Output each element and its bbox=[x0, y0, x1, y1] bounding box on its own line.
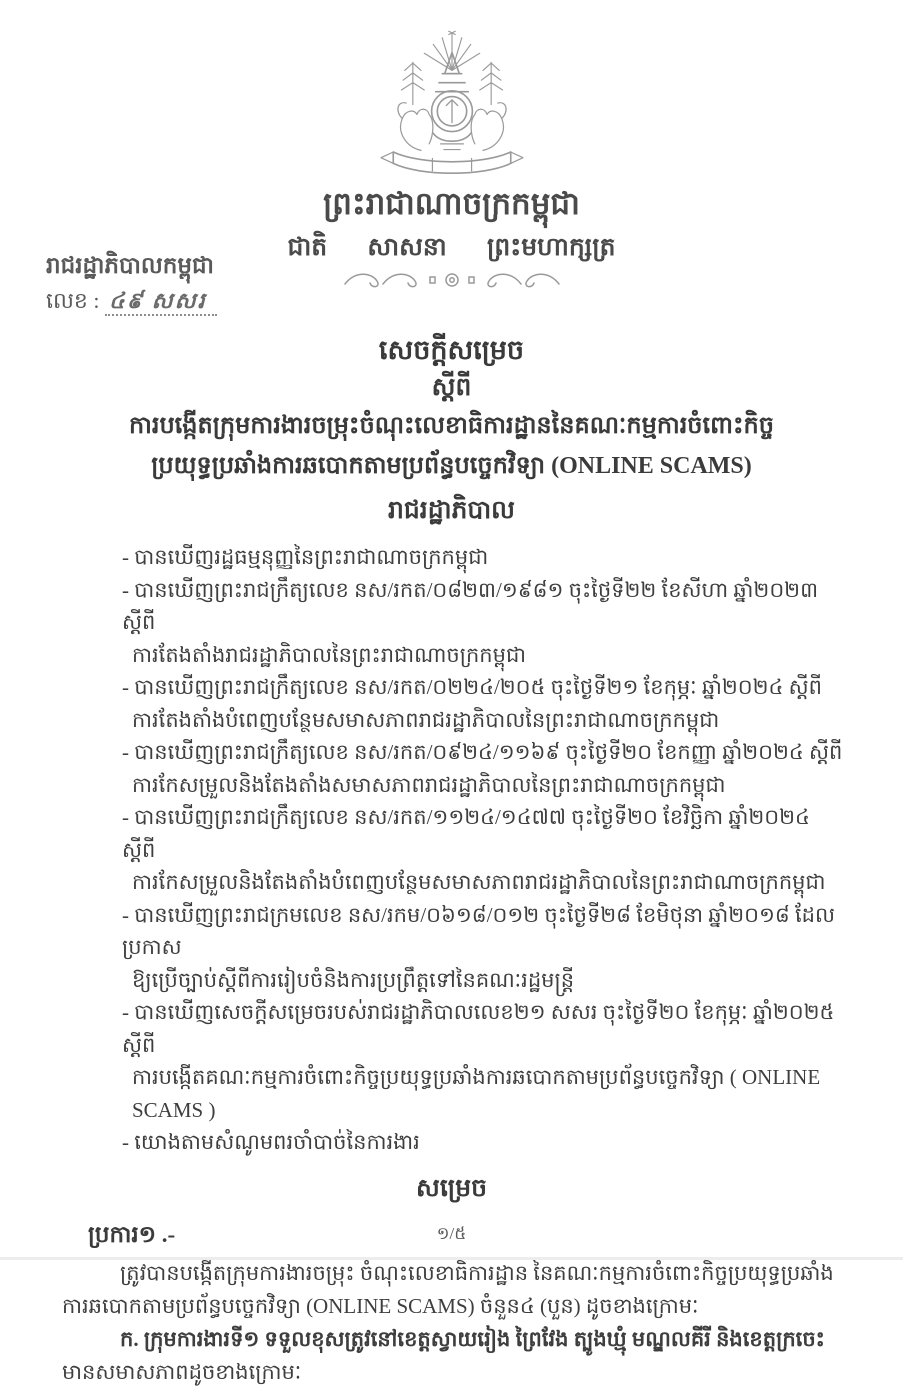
article-paragraph-line-2: ការឆបោកតាមប្រព័ន្ធបច្ចេកវិទ្យា (ONLINE SCAMS) ចំនួន៤ (បួន) ដូចខាងក្រោមៈ bbox=[62, 1293, 699, 1318]
emblem-wrap bbox=[0, 0, 903, 183]
subject-line-2: ប្រយុទ្ធប្រឆាំងការឆបោកតាមប្រព័ន្ធបច្ចេកវិទ្យា (ONLINE SCAMS) bbox=[151, 453, 752, 479]
scroll-flourish-icon bbox=[337, 269, 567, 291]
preamble-line: - បានឃើញរដ្ឋធម្មនុញ្ញនៃព្រះរាជាណាចក្រកម្ពុជា bbox=[122, 545, 489, 569]
article-1-label: ប្រការ១ .- bbox=[88, 1221, 176, 1247]
preamble-line: - បានឃើញព្រះរាជក្រឹត្យលេខ នស/រកត/០២២៤/២០៥ ចុះថ្ងៃទី២១ ខែកុម្ភៈ ឆ្នាំ២០២៤ ស្តីពី bbox=[122, 675, 822, 699]
preamble-line-continuation: ការកែសម្រួលនិងតែងតាំងសមាសភាពរាជរដ្ឋាភិបាលនៃព្រះរាជាណាចក្រកម្ពុជា bbox=[132, 772, 726, 797]
preamble-line: - បានឃើញព្រះរាជក្រឹត្យលេខ នស/រកត/០៩២៤/១១៦៩ ចុះថ្ងៃទី២០ ខែកញ្ញា ឆ្នាំ២០២៤ ស្តីពី bbox=[122, 740, 843, 764]
kingdom-title: ព្រះរាជាណាចក្រកម្ពុជា bbox=[323, 186, 580, 221]
preamble-line-continuation: ការកែសម្រួលនិងតែងតាំងបំពេញបន្ថែមសមាសភាពរាជរដ្ឋាភិបាលនៃព្រះរាជាណាចក្រកម្ពុជា bbox=[132, 870, 826, 894]
doc-type-title: សេចក្តីសម្រេច bbox=[378, 335, 525, 365]
group-ka-line-1: ក. ក្រុមការងារទី១ ទទួលខុសត្រូវនៅខេត្តស្វាយរៀង ព្រៃវែង ត្បូងឃ្មុំ មណ្ឌលគីរី និងខេត្តក្រចេះ bbox=[120, 1326, 825, 1351]
scan-edge-artifact bbox=[0, 1257, 903, 1260]
national-motto: ជាតិ សាសនា ព្រះមហាក្សត្រ bbox=[287, 234, 616, 261]
subject-line-1: ការបង្កើតក្រុមការងារចម្រុះចំណុះលេខាធិការដ្ឋាននៃគណៈកម្មការចំពោះកិច្ច bbox=[128, 413, 775, 439]
decision-heading: សម្រេច bbox=[416, 1174, 487, 1202]
preamble-line-continuation: ការតែងតាំងបំពេញបន្ថែមសមាសភាពរាជរដ្ឋាភិបាលនៃព្រះរាជាណាចក្រកម្ពុជា bbox=[132, 707, 720, 732]
article-1-body bbox=[62, 1257, 847, 1389]
preamble-line: - បានឃើញព្រះរាជក្រឹត្យលេខ នស/រកត/១១២៤/១៤៧៧ ចុះថ្ងៃទី២០ ខែវិច្ឆិកា ឆ្នាំ២០២៤ ស្តីពី bbox=[122, 805, 810, 862]
ref-number-label: លេខ : bbox=[46, 288, 100, 313]
preamble-line: - បានឃើញសេចក្តីសម្រេចរបស់រាជរដ្ឋាភិបាលលេខ២១ សសរ ចុះថ្ងៃទី២០ ខែកុម្ភៈ ឆ្នាំ២០២៥ ស្តីពី bbox=[122, 1000, 835, 1057]
preamble-line-continuation: ឱ្យប្រើច្បាប់ស្តីពីការរៀបចំនិងការប្រព្រឹត្តទៅនៃគណៈរដ្ឋមន្ត្រី bbox=[132, 967, 575, 992]
preamble-line: - បានឃើញព្រះរាជក្រឹត្យលេខ នស/រកត/០៨២៣/១៩៨១ ចុះថ្ងៃទី២២ ខែសីហា ឆ្នាំ២០២៣ ស្តីពី bbox=[122, 577, 819, 634]
preamble-line: - យោងតាមសំណូមពរចាំបាច់នៃការងារ bbox=[122, 1130, 420, 1154]
group-ka-line-2: មានសមាសភាពដូចខាងក្រោមៈ bbox=[62, 1359, 302, 1384]
ref-organization: រាជរដ្ឋាភិបាលកម្ពុជា bbox=[46, 253, 214, 278]
ref-number-line bbox=[46, 284, 217, 318]
issuer-heading: រាជរដ្ឋាភិបាល bbox=[388, 497, 515, 524]
subject-label: ស្តីពី bbox=[431, 374, 472, 401]
royal-arms-icon bbox=[367, 28, 537, 183]
ref-number-value-handwritten: ៤៩ សសរ bbox=[105, 288, 217, 316]
reference-block bbox=[46, 250, 217, 318]
preamble-list bbox=[122, 541, 845, 1159]
article-paragraph-line-1: ត្រូវបានបង្កើតក្រុមការងារចម្រុះ ចំណុះលេខាធិការដ្ឋាន នៃគណៈកម្មការចំពោះកិច្ចប្រយុទ្ធប្រឆាំង bbox=[120, 1260, 834, 1285]
preamble-line-continuation: ការតែងតាំងរាជរដ្ឋាភិបាលនៃព្រះរាជាណាចក្រកម្ពុជា bbox=[132, 642, 526, 667]
page-number: ១/៥ bbox=[436, 1224, 467, 1243]
preamble-line-continuation: ការបង្កើតគណៈកម្មការចំពោះកិច្ចប្រយុទ្ធប្រឆាំងការឆបោកតាមប្រព័ន្ធបច្ចេកវិទ្យា ( ONLINE SCAMS ) bbox=[132, 1065, 821, 1122]
preamble-line: - បានឃើញព្រះរាជក្រមលេខ នស/រកម/០៦១៨/០១២ ចុះថ្ងៃទី២៨ ខែមិថុនា ឆ្នាំ២០១៨ ដែលប្រកាស bbox=[122, 902, 835, 959]
